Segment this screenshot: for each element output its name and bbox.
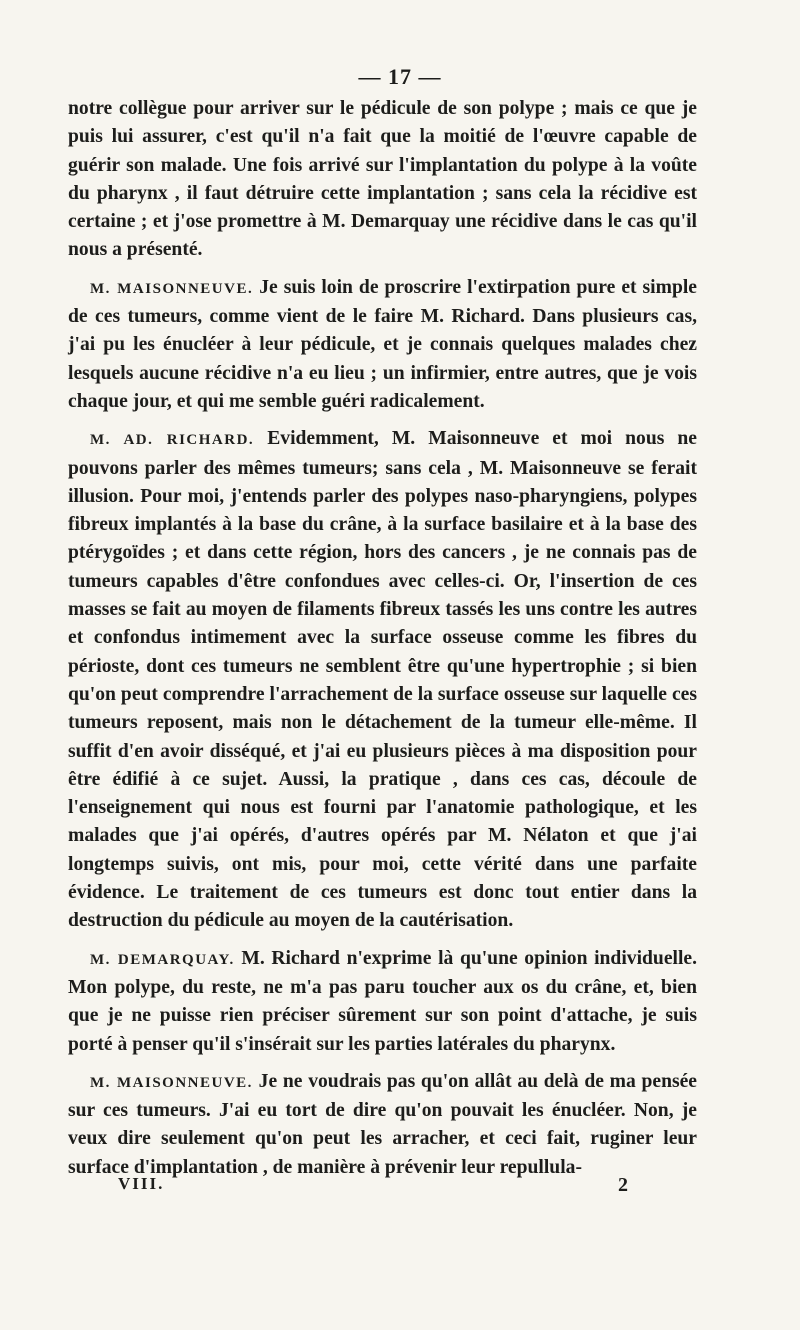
speaker-name: M. AD. RICHARD. <box>90 432 255 449</box>
paragraph-richard <box>68 425 697 935</box>
speaker-name: M. MAISONNEUVE. <box>90 1074 253 1091</box>
paragraph-text: Je ne voudrais pas qu'on allât au delà de ma pensée sur ces tumeurs. J'ai eu tort de dire qu'on pouvait les énucléer. Non, je veux dire seulement qu'on peut les arracher, et ceci fait, ruginer leur surface d'implantation , de manière à prévenir leur repullula- <box>68 1070 697 1178</box>
paragraph-text: M. Richard n'exprime là qu'une opinion individuelle. Mon polype, du reste, ne m'a pas paru toucher aux os du crâne, et, bien que je ne puisse rien préciser sûrement sur son point d'attache, je suis porté à penser qu'il s'insérait sur les parties latérales du pharynx. <box>68 947 697 1055</box>
paragraph-demarquay <box>68 945 697 1059</box>
paragraph-maisonneuve-2 <box>68 1068 697 1182</box>
paragraph-text: notre collègue pour arriver sur le pédicule de son polype ; mais ce que je puis lui assurer, c'est qu'il n'a fait que la moitié de l'œuvre capable de guérir son malade. Une fois arrivé sur l'implantation du polype à la voûte du pharynx , il faut détruire cette implantation ; sans cela la récidive est certaine ; et j'ose promettre à M. Demarquay une récidive dans le cas qu'il nous a présenté. <box>68 98 697 261</box>
page-number: — 17 — <box>358 64 442 89</box>
paragraph-text: Je suis loin de proscrire l'extirpation pure et simple de ces tumeurs, comme vient de le faire M. Richard. Dans plusieurs cas, j'ai pu les énucléer à leur pédicule, et je connais quelques malades chez lesquels aucune récidive n'a eu lieu ; un infirmier, entre autres, que je vois chaque jour, et qui me semble guéri radicalement. <box>68 276 697 412</box>
signature-mark: VIII. <box>118 1174 165 1193</box>
speaker-name: M. MAISONNEUVE. <box>90 280 254 297</box>
paragraph-text: Evidemment, M. Maisonneuve et moi nous ne pouvons parler des mêmes tumeurs; sans cela , M. Maisonneuve se ferait illusion. Pour moi, j'entends parler des polypes naso-pharyngiens, polypes fibreux implantés à la base du crâne, à la surface basilaire et à la base des ptérygoïdes ; et dans cette région, hors des cancers , je ne connais pas de tumeurs capables d'être confondues avec celles-ci. Or, l'insertion de ces masses se fait au moyen de filaments fibreux tassés les uns contre les autres et confondus intimement avec la surface osseuse comme les fibres du périoste, dont ces tumeurs ne semblent être qu'une hypertrophie ; si bien qu'on peut comprendre l'arrachement de la surface osseuse sur laquelle ces tumeurs reposent, mais non le détachement de la tumeur elle-même. Il suffit d'en avoir disséqué, et j'ai eu plusieurs pièces à ma disposition pour être édifié à ce sujet. Aussi, la pratique , dans ces cas, découle de l'enseignement qui nous est fourni par l'anatomie pathologique, et les malades que j'ai opérés, d'autres opérés par M. Nélaton et que j'ai longtemps suivis, ont mis, pour moi, cette vérité dans une parfaite évidence. Le traitement de ces tumeurs est donc tout entier dans la destruction du pédicule au moyen de la cautérisation. <box>68 428 697 932</box>
sheet-number: 2 <box>618 1174 628 1196</box>
speaker-name: M. DEMARQUAY. <box>90 951 235 968</box>
paragraph-continuation <box>68 95 697 265</box>
page-footer <box>0 1174 800 1204</box>
page-body <box>68 95 697 1182</box>
paragraph-maisonneuve-1 <box>68 274 697 416</box>
